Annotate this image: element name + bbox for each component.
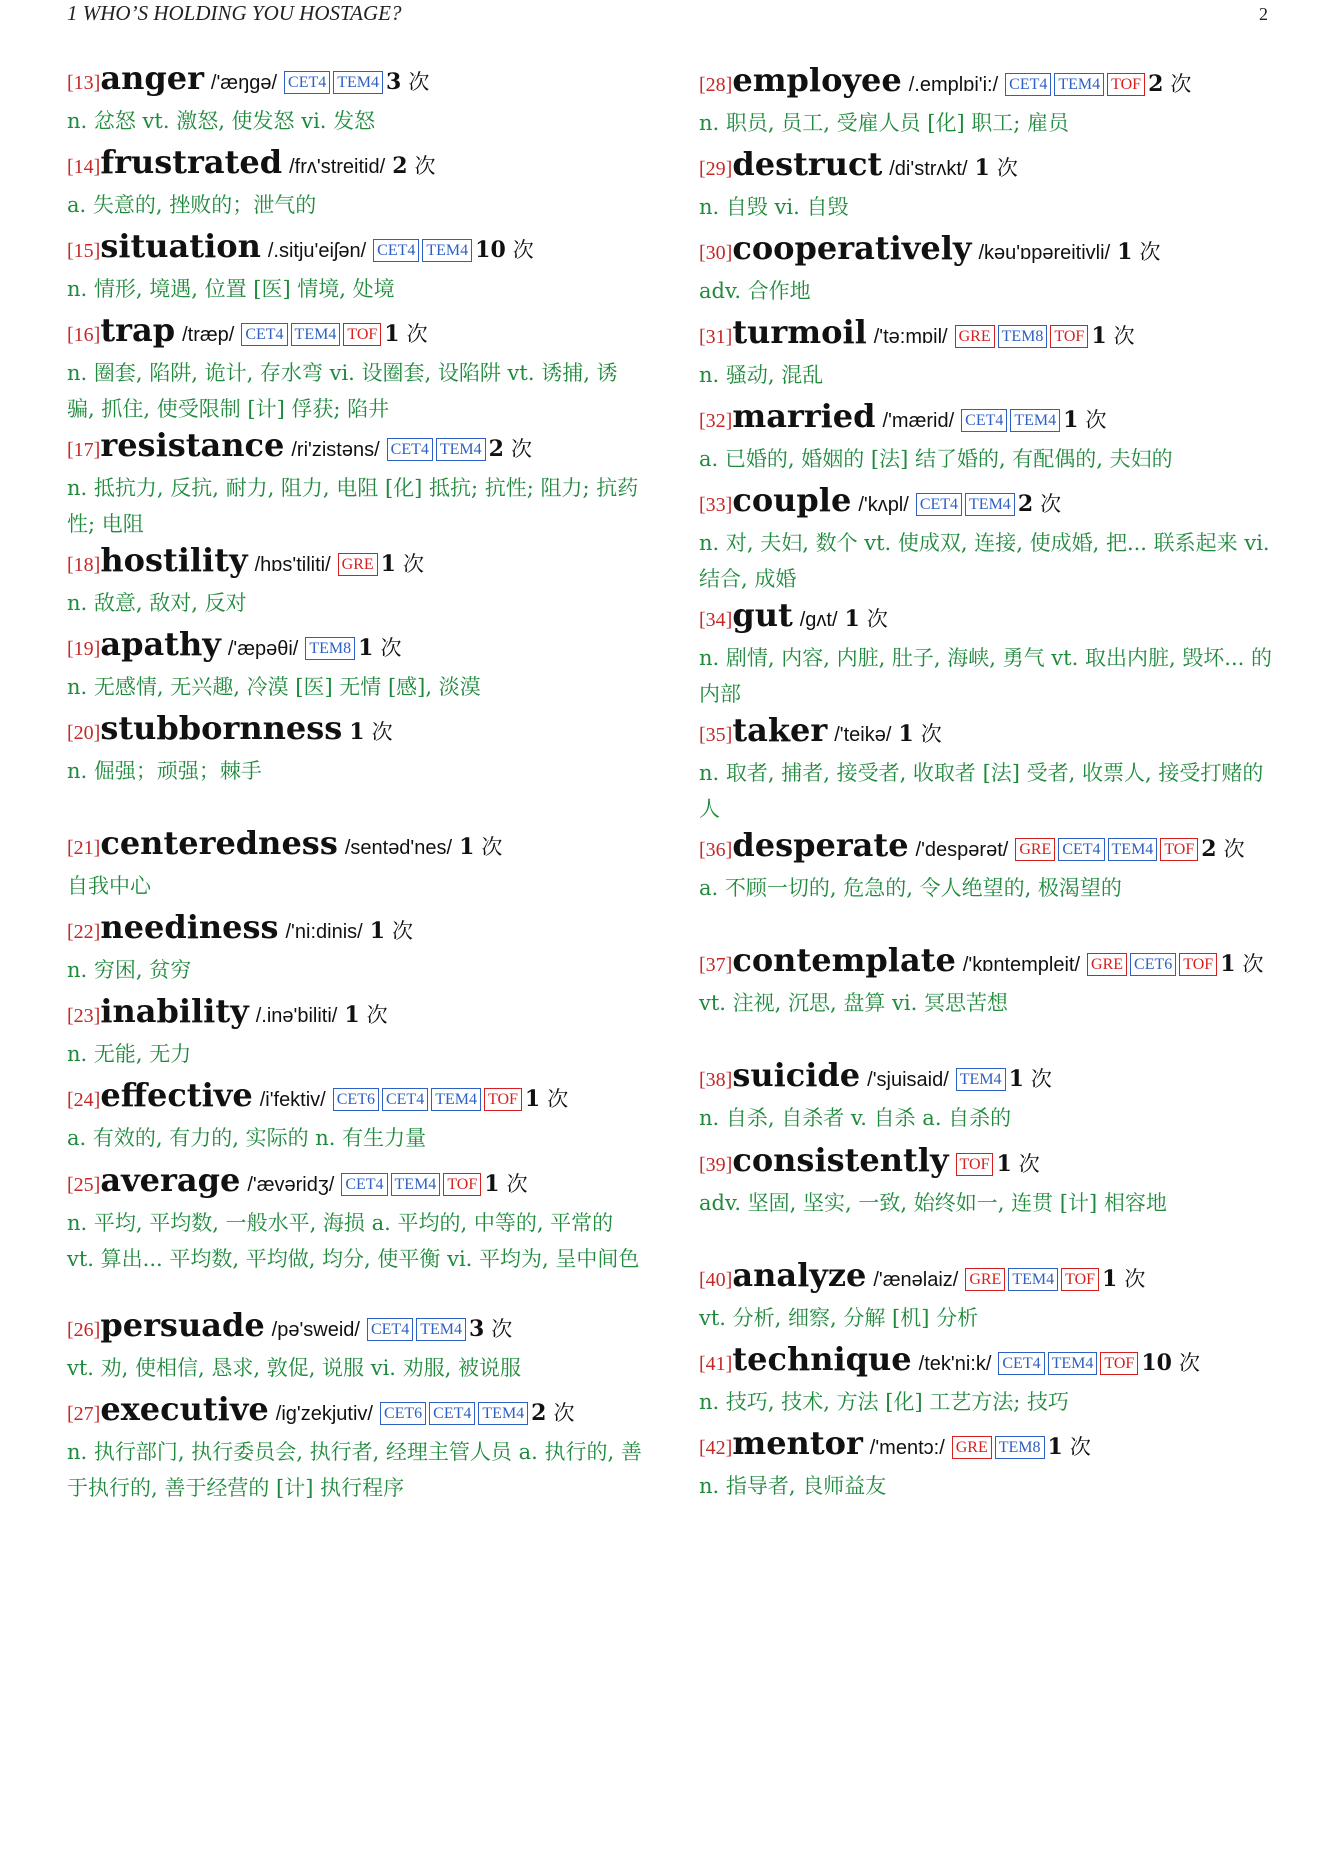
vocab-entry bbox=[699, 1339, 1275, 1420]
entry-number: [24] bbox=[67, 1089, 101, 1111]
vocab-entry bbox=[67, 823, 645, 904]
definition: a. 不顾一切的, 危急的, 令人绝望的, 极渴望的 bbox=[699, 876, 1122, 900]
entry-number: [17] bbox=[67, 439, 101, 461]
vocab-entry bbox=[67, 1305, 645, 1386]
exam-tag-tof: TOF bbox=[1061, 1268, 1099, 1291]
definition: n. 骚动, 混乱 bbox=[699, 363, 824, 387]
definition: vt. 劝, 使相信, 恳求, 敦促, 说服 vi. 劝服, 被说服 bbox=[67, 1356, 522, 1380]
entry-headword-line bbox=[699, 60, 1275, 105]
count-suffix: 次 bbox=[366, 1003, 388, 1027]
vocab-entry bbox=[699, 480, 1275, 597]
exam-tag-cet6: CET6 bbox=[380, 1402, 426, 1425]
vocab-entry bbox=[67, 142, 645, 223]
vocab-entry bbox=[699, 144, 1275, 225]
count-suffix: 次 bbox=[380, 636, 402, 660]
count-suffix: 次 bbox=[408, 70, 430, 94]
count-suffix: 次 bbox=[402, 552, 424, 576]
definition: n. 抵抗力, 反抗, 耐力, 阻力, 电阻 [化] 抵抗; 抗性; 阻力; 抗药性; 电阻 bbox=[67, 476, 639, 536]
entry-number: [14] bbox=[67, 156, 101, 178]
headword: technique bbox=[732, 1340, 912, 1378]
occurrence-count: 1 bbox=[996, 1151, 1012, 1177]
occurrence-count: 1 bbox=[524, 1086, 541, 1112]
definition: n. 情形, 境遇, 位置 [医] 情境, 处境 bbox=[67, 277, 395, 301]
vocab-entry bbox=[67, 991, 645, 1072]
exam-tag-tem4: TEM4 bbox=[422, 239, 472, 262]
definition: a. 有效的, 有力的, 实际的 n. 有生力量 bbox=[67, 1126, 427, 1150]
occurrence-count: 1 bbox=[1091, 323, 1107, 349]
phonetic: /di'strʌkt/ bbox=[889, 158, 968, 180]
phonetic: /'æpəθi/ bbox=[227, 638, 299, 660]
exam-tag-tem4: TEM4 bbox=[1010, 409, 1060, 432]
exam-tag-tem4: TEM4 bbox=[431, 1088, 481, 1111]
entry-headword-line bbox=[67, 58, 645, 103]
count-suffix: 次 bbox=[866, 607, 888, 631]
exam-tag-tem4: TEM4 bbox=[478, 1402, 528, 1425]
count-suffix: 次 bbox=[481, 835, 503, 859]
occurrence-count: 1 bbox=[974, 155, 990, 181]
definition: n. 倔强；顽强；棘手 bbox=[67, 759, 262, 783]
exam-tag-tem4: TEM4 bbox=[391, 1173, 441, 1196]
definition: a. 已婚的, 婚姻的 [法] 结了婚的, 有配偶的, 夫妇的 bbox=[699, 447, 1173, 471]
entry-headword-line bbox=[67, 142, 645, 187]
phonetic: /'ænəlaiz/ bbox=[873, 1269, 959, 1291]
definition: n. 职员, 员工, 受雇人员 [化] 职工; 雇员 bbox=[699, 111, 1070, 135]
count-suffix: 次 bbox=[553, 1401, 575, 1425]
count-suffix: 次 bbox=[392, 919, 413, 943]
phonetic: /'kʌpl/ bbox=[858, 494, 909, 516]
phonetic: /frʌ'streitid/ bbox=[289, 156, 386, 178]
headword: stubbornness bbox=[100, 709, 343, 747]
exam-tag-tof: TOF bbox=[1050, 325, 1088, 348]
headword: desperate bbox=[732, 826, 909, 864]
vocab-entry bbox=[699, 228, 1275, 309]
vocab-entry bbox=[67, 540, 645, 621]
entry-headword-line bbox=[699, 1255, 1275, 1300]
entry-number: [25] bbox=[67, 1174, 101, 1196]
vocab-entry bbox=[699, 825, 1275, 906]
exam-tag-cet4: CET4 bbox=[284, 71, 330, 94]
entry-number: [32] bbox=[699, 410, 733, 432]
exam-tag-tem4: TEM4 bbox=[1008, 1268, 1058, 1291]
definition: n. 忿怒 vt. 激怒, 使发怒 vi. 发怒 bbox=[67, 109, 376, 133]
vocab-entry bbox=[67, 58, 645, 139]
definition: n. 指导者, 良师益友 bbox=[699, 1474, 887, 1498]
occurrence-count: 1 bbox=[380, 551, 396, 577]
entry-number: [41] bbox=[699, 1353, 733, 1375]
entry-headword-line bbox=[699, 480, 1275, 525]
headword: couple bbox=[732, 481, 852, 519]
exam-tag-cet4: CET4 bbox=[429, 1402, 475, 1425]
exam-tag-cet4: CET4 bbox=[341, 1173, 387, 1196]
count-suffix: 次 bbox=[547, 1087, 569, 1111]
vocab-entry bbox=[67, 708, 645, 789]
headword: neediness bbox=[100, 908, 279, 946]
phonetic: /gʌt/ bbox=[799, 609, 838, 631]
occurrence-count: 1 bbox=[358, 635, 374, 661]
definition: n. 剧情, 内容, 内脏, 肚子, 海峡, 勇气 vt. 取出内脏, 毁坏... 的内部 bbox=[699, 646, 1273, 706]
entry-number: [27] bbox=[67, 1403, 101, 1425]
definition: n. 穷困, 贫穷 bbox=[67, 958, 192, 982]
exam-tag-tem4: TEM4 bbox=[965, 493, 1015, 516]
count-suffix: 次 bbox=[1242, 952, 1264, 976]
vocab-entry bbox=[67, 624, 645, 705]
headword: average bbox=[100, 1161, 241, 1199]
count-suffix: 次 bbox=[406, 322, 428, 346]
entry-number: [20] bbox=[67, 722, 101, 744]
vocab-entry bbox=[699, 1055, 1275, 1136]
headword: apathy bbox=[100, 625, 221, 663]
headword: frustrated bbox=[100, 143, 283, 181]
entry-headword-line bbox=[699, 396, 1275, 441]
phonetic: /sentəd'nes/ bbox=[344, 837, 453, 859]
definition: a. 失意的, 挫败的；泄气的 bbox=[67, 193, 317, 217]
count-suffix: 次 bbox=[1139, 240, 1161, 264]
entry-headword-line bbox=[67, 624, 645, 669]
occurrence-count: 1 bbox=[1220, 951, 1236, 977]
occurrence-count: 1 bbox=[898, 721, 914, 747]
headword: turmoil bbox=[732, 313, 867, 351]
definition: vt. 分析, 细察, 分解 [机] 分析 bbox=[699, 1306, 979, 1330]
headword: gut bbox=[732, 596, 793, 634]
phonetic: /.sitju'eiʃən/ bbox=[267, 240, 367, 262]
entry-headword-line bbox=[699, 825, 1275, 870]
headword: executive bbox=[100, 1390, 269, 1428]
entry-number: [13] bbox=[67, 72, 101, 94]
entry-headword-line bbox=[699, 595, 1275, 640]
entry-number: [36] bbox=[699, 839, 733, 861]
occurrence-count: 10 bbox=[475, 237, 506, 263]
occurrence-count: 1 bbox=[1117, 239, 1133, 265]
entry-number: [34] bbox=[699, 609, 733, 631]
definition: n. 无感情, 无兴趣, 冷漠 [医] 无情 [感], 淡漠 bbox=[67, 675, 481, 699]
exam-tag-tem8: TEM8 bbox=[305, 637, 355, 660]
phonetic: /'mentɔ:/ bbox=[869, 1437, 945, 1459]
occurrence-count: 2 bbox=[531, 1400, 547, 1426]
entry-number: [16] bbox=[67, 324, 101, 346]
definition: n. 自毁 vi. 自毁 bbox=[699, 195, 849, 219]
occurrence-count: 2 bbox=[1148, 71, 1164, 97]
count-suffix: 次 bbox=[1069, 1435, 1091, 1459]
entry-number: [19] bbox=[67, 638, 101, 660]
phonetic: /'mærid/ bbox=[882, 410, 955, 432]
definition: n. 执行部门, 执行委员会, 执行者, 经理主管人员 a. 执行的, 善于执行的, 善于经营的 [计] 执行程序 bbox=[67, 1440, 642, 1500]
exam-tag-cet6: CET6 bbox=[1130, 953, 1176, 976]
occurrence-count: 1 bbox=[1102, 1266, 1118, 1292]
vocab-entry bbox=[67, 1389, 645, 1506]
count-suffix: 次 bbox=[491, 1317, 513, 1341]
occurrence-count: 1 bbox=[844, 606, 860, 632]
entry-number: [37] bbox=[699, 954, 733, 976]
exam-tag-tem4: TEM4 bbox=[416, 1318, 466, 1341]
entry-headword-line bbox=[67, 1389, 645, 1434]
exam-tag-cet4: CET4 bbox=[373, 239, 419, 262]
headword: employee bbox=[732, 61, 902, 99]
entry-number: [28] bbox=[699, 74, 733, 96]
definition: vt. 注视, 沉思, 盘算 vi. 冥思苦想 bbox=[699, 991, 1008, 1015]
entry-number: [35] bbox=[699, 724, 733, 746]
occurrence-count: 2 bbox=[1201, 836, 1217, 862]
headword: married bbox=[732, 397, 876, 435]
headword: effective bbox=[100, 1076, 253, 1114]
entry-number: [40] bbox=[699, 1269, 733, 1291]
entry-number: [22] bbox=[67, 921, 101, 943]
vocab-entry bbox=[699, 312, 1275, 393]
phonetic: /'tə:mɒil/ bbox=[873, 326, 948, 348]
definition: n. 敌意, 敌对, 反对 bbox=[67, 591, 247, 615]
exam-tag-gre: GRE bbox=[1087, 953, 1127, 976]
phonetic: /ri'zistəns/ bbox=[291, 439, 380, 461]
vocab-entry bbox=[67, 1075, 645, 1156]
phonetic: /'kɒntempleit/ bbox=[962, 954, 1081, 976]
entry-number: [33] bbox=[699, 494, 733, 516]
phonetic: /'ni:dinis/ bbox=[285, 921, 363, 943]
definition: n. 无能, 无力 bbox=[67, 1042, 192, 1066]
headword: anger bbox=[100, 59, 204, 97]
occurrence-count: 1 bbox=[459, 834, 475, 860]
vocab-entry bbox=[699, 1140, 1275, 1221]
entry-headword-line bbox=[67, 1160, 645, 1205]
exam-tag-gre: GRE bbox=[965, 1268, 1005, 1291]
entry-number: [15] bbox=[67, 240, 101, 262]
phonetic: /tek'ni:k/ bbox=[918, 1353, 992, 1375]
occurrence-count: 1 bbox=[484, 1171, 500, 1197]
headword: contemplate bbox=[732, 941, 956, 979]
count-suffix: 次 bbox=[1040, 492, 1062, 516]
occurrence-count: 3 bbox=[386, 69, 402, 95]
entry-headword-line bbox=[67, 425, 645, 470]
phonetic: /'ævəridʒ/ bbox=[247, 1174, 335, 1196]
entry-headword-line bbox=[67, 310, 645, 355]
definition: n. 自杀, 自杀者 v. 自杀 a. 自杀的 bbox=[699, 1106, 1012, 1130]
vocab-entry bbox=[699, 940, 1275, 1021]
exam-tag-tem8: TEM8 bbox=[998, 325, 1048, 348]
entry-headword-line bbox=[699, 1055, 1275, 1100]
phonetic: /'æŋgə/ bbox=[210, 72, 278, 94]
occurrence-count: 3 bbox=[468, 1316, 485, 1342]
occurrence-count: 1 bbox=[1047, 1434, 1063, 1460]
entry-number: [39] bbox=[699, 1154, 733, 1176]
headword: cooperatively bbox=[732, 229, 972, 267]
phonetic: /hɒs'tiliti/ bbox=[254, 554, 331, 576]
entry-headword-line bbox=[699, 312, 1275, 357]
count-suffix: 次 bbox=[1113, 324, 1135, 348]
exam-tag-tof: TOF bbox=[1100, 1352, 1138, 1375]
phonetic: /.inə'biliti/ bbox=[255, 1005, 338, 1027]
headword: persuade bbox=[100, 1306, 265, 1344]
exam-tag-cet4: CET4 bbox=[961, 409, 1007, 432]
entry-headword-line bbox=[67, 991, 645, 1036]
vocab-entry bbox=[67, 310, 645, 427]
vocab-entry bbox=[67, 1160, 645, 1277]
exam-tag-tof: TOF bbox=[443, 1173, 481, 1196]
count-suffix: 次 bbox=[920, 722, 942, 746]
phonetic: /'teikə/ bbox=[834, 724, 892, 746]
entry-headword-line bbox=[67, 823, 645, 868]
headword: analyze bbox=[732, 1256, 867, 1294]
headword: inability bbox=[100, 992, 249, 1030]
count-suffix: 次 bbox=[1030, 1067, 1052, 1091]
count-suffix: 次 bbox=[512, 238, 534, 262]
occurrence-count: 10 bbox=[1141, 1350, 1172, 1376]
phonetic: /'despərət/ bbox=[915, 839, 1009, 861]
count-suffix: 次 bbox=[1170, 72, 1192, 96]
count-suffix: 次 bbox=[1178, 1351, 1200, 1375]
count-suffix: 次 bbox=[1124, 1267, 1146, 1291]
count-suffix: 次 bbox=[506, 1172, 528, 1196]
vocab-entry bbox=[67, 425, 645, 542]
exam-tag-cet4: CET4 bbox=[367, 1318, 413, 1341]
exam-tag-tem4: TEM4 bbox=[956, 1068, 1006, 1091]
phonetic: /i'fektiv/ bbox=[259, 1089, 326, 1111]
exam-tag-tof: TOF bbox=[1160, 838, 1198, 861]
occurrence-count: 1 bbox=[349, 719, 365, 745]
headword: resistance bbox=[100, 426, 285, 464]
phonetic: /.emplɒi'i:/ bbox=[908, 74, 999, 96]
definition: adv. 合作地 bbox=[699, 279, 811, 303]
count-suffix: 次 bbox=[371, 720, 393, 744]
definition: n. 圈套, 陷阱, 诡计, 存水弯 vi. 设圈套, 设陷阱 vt. 诱捕, 诱骗, 抓住, 使受限制 [计] 俘获; 陷井 bbox=[67, 361, 618, 421]
entry-number: [42] bbox=[699, 1437, 733, 1459]
vocab-entry bbox=[699, 1255, 1275, 1336]
entry-headword-line bbox=[699, 1140, 1275, 1185]
phonetic: /kəu'ɒpəreitivli/ bbox=[978, 242, 1111, 264]
headword: trap bbox=[100, 311, 176, 349]
occurrence-count: 2 bbox=[1017, 491, 1034, 517]
vocab-entry bbox=[67, 226, 645, 307]
exam-tag-cet4: CET4 bbox=[1005, 73, 1051, 96]
count-suffix: 次 bbox=[1018, 1152, 1040, 1176]
headword: mentor bbox=[732, 1424, 863, 1462]
entry-headword-line bbox=[699, 1339, 1275, 1384]
entry-headword-line bbox=[67, 226, 645, 271]
exam-tag-gre: GRE bbox=[955, 325, 995, 348]
entry-number: [18] bbox=[67, 554, 101, 576]
exam-tag-tem4: TEM4 bbox=[1108, 838, 1158, 861]
exam-tag-tem4: TEM4 bbox=[1054, 73, 1104, 96]
vocab-entry bbox=[699, 595, 1275, 712]
vocab-entry bbox=[67, 907, 645, 988]
occurrence-count: 1 bbox=[1008, 1066, 1024, 1092]
headword: consistently bbox=[732, 1141, 949, 1179]
entry-headword-line bbox=[67, 540, 645, 585]
occurrence-count: 1 bbox=[1063, 407, 1079, 433]
exam-tag-tem8: TEM8 bbox=[995, 1436, 1045, 1459]
entry-headword-line bbox=[699, 710, 1275, 755]
definition: n. 平均, 平均数, 一般水平, 海损 a. 平均的, 中等的, 平常的 vt. 算出... 平均数, 平均做, 均分, 使平衡 vi. 平均为, 呈中间色 bbox=[67, 1211, 640, 1271]
vocab-entry bbox=[699, 60, 1275, 141]
occurrence-count: 1 bbox=[344, 1002, 360, 1028]
exam-tag-cet4: CET4 bbox=[241, 323, 287, 346]
definition: adv. 坚固, 坚实, 一致, 始终如一, 连贯 [计] 相容地 bbox=[699, 1191, 1167, 1215]
count-suffix: 次 bbox=[1085, 408, 1107, 432]
entry-number: [29] bbox=[699, 158, 733, 180]
exam-tag-tem4: TEM4 bbox=[291, 323, 341, 346]
headword: centeredness bbox=[100, 824, 338, 862]
count-suffix: 次 bbox=[996, 156, 1018, 180]
exam-tag-cet4: CET4 bbox=[998, 1352, 1044, 1375]
headword: destruct bbox=[732, 145, 883, 183]
entry-headword-line bbox=[67, 708, 645, 753]
phonetic: /ig'zekjutiv/ bbox=[275, 1403, 373, 1425]
definition: 自我中心 bbox=[67, 874, 151, 898]
exam-tag-gre: GRE bbox=[338, 553, 378, 576]
definition: n. 对, 夫妇, 数个 vt. 使成双, 连接, 使成婚, 把... 联系起来 vi. 结合, 成婚 bbox=[699, 531, 1270, 591]
headword: hostility bbox=[100, 541, 248, 579]
entry-headword-line bbox=[699, 144, 1275, 189]
definition: n. 技巧, 技术, 方法 [化] 工艺方法; 技巧 bbox=[699, 1390, 1070, 1414]
headword: suicide bbox=[732, 1056, 861, 1094]
occurrence-count: 2 bbox=[488, 436, 504, 462]
exam-tag-cet6: CET6 bbox=[333, 1088, 379, 1111]
exam-tag-cet4: CET4 bbox=[916, 493, 962, 516]
definition: n. 取者, 捕者, 接受者, 收取者 [法] 受者, 收票人, 接受打赌的人 bbox=[699, 761, 1264, 821]
exam-tag-tof: TOF bbox=[956, 1153, 994, 1176]
vocab-entry bbox=[699, 396, 1275, 477]
entry-number: [31] bbox=[699, 326, 733, 348]
chapter-title: 1 WHO’S HOLDING YOU HOSTAGE? bbox=[67, 1, 402, 25]
entry-headword-line bbox=[67, 1305, 645, 1350]
entry-headword-line bbox=[699, 228, 1275, 273]
phonetic: /pə'sweid/ bbox=[271, 1319, 360, 1341]
count-suffix: 次 bbox=[1223, 837, 1245, 861]
entry-headword-line bbox=[699, 1423, 1275, 1468]
page-number: 2 bbox=[1259, 4, 1268, 24]
entry-headword-line bbox=[67, 1075, 645, 1120]
page-header bbox=[0, 0, 1322, 40]
vocab-entry bbox=[699, 1423, 1275, 1504]
vocab-entry bbox=[699, 710, 1275, 827]
entry-number: [30] bbox=[699, 242, 733, 264]
count-suffix: 次 bbox=[414, 154, 436, 178]
exam-tag-tof: TOF bbox=[343, 323, 381, 346]
exam-tag-cet4: CET4 bbox=[382, 1088, 428, 1111]
entry-number: [26] bbox=[67, 1319, 101, 1341]
exam-tag-cet4: CET4 bbox=[1058, 838, 1104, 861]
entry-number: [23] bbox=[67, 1005, 101, 1027]
exam-tag-tof: TOF bbox=[1107, 73, 1145, 96]
entry-headword-line bbox=[699, 940, 1275, 985]
exam-tag-gre: GRE bbox=[952, 1436, 992, 1459]
exam-tag-tem4: TEM4 bbox=[436, 438, 486, 461]
entry-number: [21] bbox=[67, 837, 101, 859]
occurrence-count: 1 bbox=[369, 918, 385, 944]
phonetic: /træp/ bbox=[182, 324, 235, 346]
count-suffix: 次 bbox=[510, 437, 532, 461]
entry-headword-line bbox=[67, 907, 645, 952]
headword: situation bbox=[100, 227, 261, 265]
occurrence-count: 1 bbox=[384, 321, 400, 347]
exam-tag-tem4: TEM4 bbox=[1048, 1352, 1098, 1375]
exam-tag-cet4: CET4 bbox=[387, 438, 433, 461]
exam-tag-gre: GRE bbox=[1015, 838, 1055, 861]
entry-number: [38] bbox=[699, 1069, 733, 1091]
headword: taker bbox=[732, 711, 828, 749]
exam-tag-tof: TOF bbox=[1179, 953, 1217, 976]
exam-tag-tem4: TEM4 bbox=[333, 71, 383, 94]
phonetic: /'sjuisaid/ bbox=[867, 1069, 949, 1091]
exam-tag-tof: TOF bbox=[484, 1088, 522, 1111]
occurrence-count: 2 bbox=[392, 153, 408, 179]
